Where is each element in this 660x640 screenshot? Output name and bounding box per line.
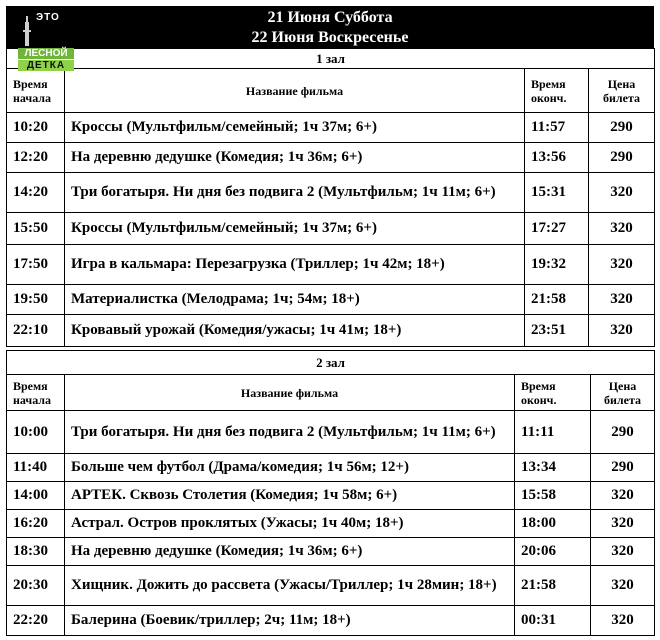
tower-icon <box>22 16 32 46</box>
column-header-price: Цена билета <box>589 69 655 113</box>
session-end: 13:56 <box>525 143 589 173</box>
session-end: 18:00 <box>515 510 591 538</box>
ticket-price: 320 <box>589 315 655 347</box>
table-row <box>7 606 655 636</box>
session-start: 10:00 <box>7 411 65 454</box>
film-title: Хищник. Дожить до рассвета (Ужасы/Триллер; 1ч 28мин; 18+) <box>65 566 515 606</box>
table-row <box>7 213 655 245</box>
session-end: 15:58 <box>515 482 591 510</box>
table-row <box>7 411 655 454</box>
logo-top-text: ЭТО <box>36 12 60 23</box>
film-title: Кроссы (Мультфильм/семейный; 1ч 37м; 6+) <box>65 113 525 143</box>
session-start: 22:20 <box>7 606 65 636</box>
session-end: 13:34 <box>515 454 591 482</box>
logo-line-1: ЛЕСНОЙ <box>18 48 74 59</box>
column-header-title: Название фильма <box>65 69 525 113</box>
ticket-price: 320 <box>591 510 655 538</box>
session-end: 11:57 <box>525 113 589 143</box>
column-header-start: Время начала <box>7 69 65 113</box>
session-end: 11:11 <box>515 411 591 454</box>
session-end: 20:06 <box>515 538 591 566</box>
session-start: 16:20 <box>7 510 65 538</box>
table-row <box>7 173 655 213</box>
ticket-price: 320 <box>589 285 655 315</box>
session-end: 21:58 <box>515 566 591 606</box>
film-title: Кроссы (Мультфильм/семейный; 1ч 37м; 6+) <box>65 213 525 245</box>
ticket-price: 320 <box>589 245 655 285</box>
film-title: Больше чем футбол (Драма/комедия; 1ч 56м; 12+) <box>65 454 515 482</box>
ticket-price: 320 <box>591 482 655 510</box>
session-start: 14:00 <box>7 482 65 510</box>
session-end: 00:31 <box>515 606 591 636</box>
column-header-end: Время оконч. <box>515 375 591 411</box>
session-start: 22:10 <box>7 315 65 347</box>
table-row <box>7 538 655 566</box>
table-row <box>7 315 655 347</box>
column-header-title: Название фильма <box>65 375 515 411</box>
schedule-header <box>6 6 654 48</box>
session-start: 17:50 <box>7 245 65 285</box>
film-title: На деревню дедушке (Комедия; 1ч 36м; 6+) <box>65 538 515 566</box>
table-row <box>7 245 655 285</box>
session-start: 11:40 <box>7 454 65 482</box>
ticket-price: 290 <box>591 411 655 454</box>
session-end: 17:27 <box>525 213 589 245</box>
table-row <box>7 454 655 482</box>
column-header-start: Время начала <box>7 375 65 411</box>
table-row <box>7 510 655 538</box>
session-end: 21:58 <box>525 285 589 315</box>
table-row <box>7 285 655 315</box>
ticket-price: 320 <box>591 538 655 566</box>
hall-title: 1 зал <box>7 49 655 69</box>
column-header-price: Цена билета <box>591 375 655 411</box>
film-title: Игра в кальмара: Перезагрузка (Триллер; 1ч 42м; 18+) <box>65 245 525 285</box>
table-row <box>7 143 655 173</box>
table-row <box>7 113 655 143</box>
session-start: 12:20 <box>7 143 65 173</box>
film-title: Кровавый урожай (Комедия/ужасы; 1ч 41м; 18+) <box>65 315 525 347</box>
ticket-price: 320 <box>591 566 655 606</box>
ticket-price: 320 <box>591 606 655 636</box>
film-title: На деревню дедушке (Комедия; 1ч 36м; 6+) <box>65 143 525 173</box>
header-date-line-2: 22 Июня Воскресенье <box>251 29 409 46</box>
film-title: Три богатыря. Ни дня без подвига 2 (Мультфильм; 1ч 11м; 6+) <box>65 173 525 213</box>
film-title: АРТЕК. Сквозь Столетия (Комедия; 1ч 58м; 6+) <box>65 482 515 510</box>
header-date-line-1: 21 Июня Суббота <box>267 9 393 26</box>
hall-title: 2 зал <box>7 351 655 375</box>
film-title: Материалистка (Мелодрама; 1ч; 54м; 18+) <box>65 285 525 315</box>
session-start: 15:50 <box>7 213 65 245</box>
session-start: 10:20 <box>7 113 65 143</box>
logo-line-2: ДЕТКА <box>18 60 74 71</box>
session-start: 14:20 <box>7 173 65 213</box>
ticket-price: 290 <box>589 113 655 143</box>
hall-2-table <box>6 350 655 636</box>
session-start: 18:30 <box>7 538 65 566</box>
session-end: 19:32 <box>525 245 589 285</box>
ticket-price: 320 <box>589 213 655 245</box>
session-end: 23:51 <box>525 315 589 347</box>
ticket-price: 290 <box>591 454 655 482</box>
session-start: 19:50 <box>7 285 65 315</box>
column-header-end: Время оконч. <box>525 69 589 113</box>
session-end: 15:31 <box>525 173 589 213</box>
table-row <box>7 482 655 510</box>
ticket-price: 290 <box>589 143 655 173</box>
film-title: Три богатыря. Ни дня без подвига 2 (Мультфильм; 1ч 11м; 6+) <box>65 411 515 454</box>
hall-1-table <box>6 48 655 347</box>
cinema-logo <box>14 12 76 72</box>
film-title: Балерина (Боевик/триллер; 2ч; 11м; 18+) <box>65 606 515 636</box>
session-start: 20:30 <box>7 566 65 606</box>
ticket-price: 320 <box>589 173 655 213</box>
table-row <box>7 566 655 606</box>
film-title: Астрал. Остров проклятых (Ужасы; 1ч 40м; 18+) <box>65 510 515 538</box>
